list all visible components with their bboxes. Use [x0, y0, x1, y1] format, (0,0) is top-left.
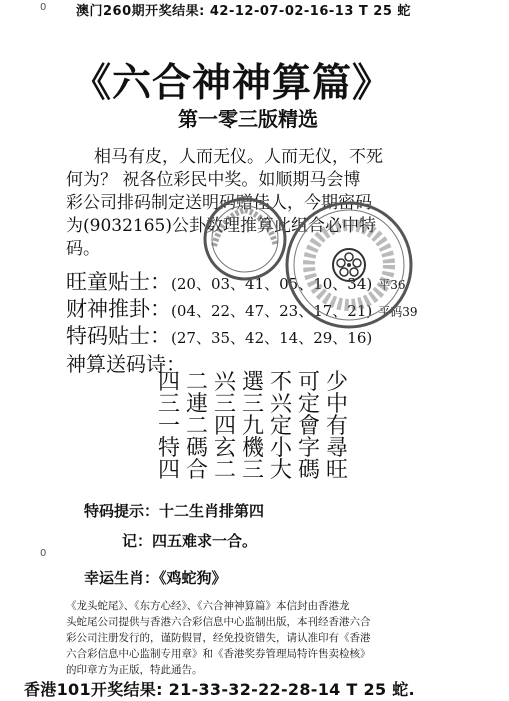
tip-label: 特码贴士： [66, 324, 171, 348]
lucky-zodiac: 幸运生肖：《鸡蛇狗》 [84, 569, 227, 587]
page-title: 《六合神神算篇》 [72, 60, 393, 106]
hongkong-result: 香港101开奖结果: 21-33-32-22-28-14 T 25 蛇. [24, 680, 415, 699]
tip-ping: 平码39 [378, 305, 418, 319]
margin-mark-bottom: 0 [40, 548, 47, 559]
tip-ping: 平36 [378, 278, 406, 292]
notice-line: 的印章方为正版，特此通告。 [66, 664, 203, 676]
tip-label: 旺童贴士： [66, 270, 171, 294]
special-code-hint: 特码提示：十二生肖排第四 [84, 502, 265, 520]
official-seal-small [202, 196, 288, 282]
notice-line: 头蛇尾公司提供与香港六合彩信息中心监制出版，本刊经香港六合 [66, 616, 371, 628]
flower-emblem-icon [333, 249, 365, 281]
poem [158, 372, 354, 482]
poem-line: 一二四九定會有 [158, 414, 355, 439]
tip-label: 财神推卦： [66, 297, 171, 321]
official-seal-large [284, 200, 414, 330]
margin-mark-top: 0 [40, 2, 47, 13]
intro-line: 相马有皮，人而无仪。人而无仪，不死 [94, 147, 383, 167]
macau-result: 澳门260期开奖结果: 42-12-07-02-16-13 T 25 蛇 [76, 4, 411, 19]
intro-line: 码。 [66, 239, 100, 259]
intro-line: 何为？ 祝各位彩民中奖。如顺期马会博 [66, 170, 361, 190]
tip-numbers: (20、03、41、05、10、34) [171, 275, 373, 293]
notice-line: 六合彩信息中心监制专用章》和《香港奖券管理局特许售卖检核》 [66, 648, 371, 660]
intro-line: 为(9032165)公卦数理推算此组合必中特 [66, 216, 376, 236]
intro-line: 彩公司排码制定送明码赠佳人，今期密码 [66, 193, 372, 213]
poem-line: 四合二三大碼旺 [158, 458, 355, 483]
notice-line: 彩公司注册发行的，谨防假冒，经免投资错失，请认准印有《香港 [66, 632, 371, 644]
poem-line: 四二兴選不可少 [158, 370, 355, 395]
poem-line: 三連三三兴定中 [158, 392, 355, 417]
tip-numbers: (04、22、47、23、17、21) [171, 302, 373, 320]
poem-title: 神算送码诗： [66, 352, 186, 376]
notice-paragraph [66, 598, 492, 678]
remember-hint: 记：四五难求一合。 [122, 532, 258, 550]
tip-numbers: (27、35、42、14、29、16) [171, 329, 373, 347]
poem-line: 特碼玄機小字尋 [158, 436, 355, 461]
page-subtitle: 第一零三版精选 [178, 107, 318, 131]
notice-line: 《龙头蛇尾》、《东方心经》、《六合神神算篇》本信封由香港龙 [66, 600, 350, 612]
